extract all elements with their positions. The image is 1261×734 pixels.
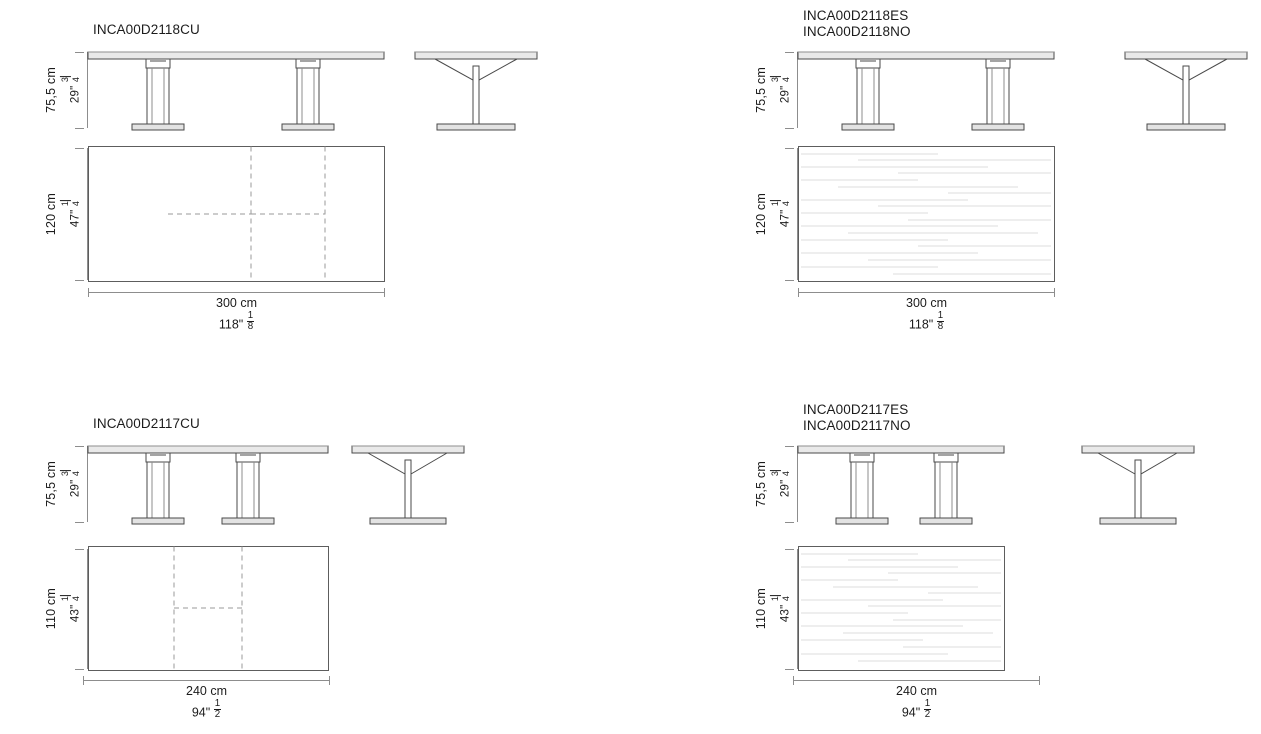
product-code-block [803, 8, 911, 39]
width-tick-right [1054, 288, 1055, 297]
height-metric-label: 75,5 cm [754, 67, 768, 113]
width-metric-label: 240 cm [896, 684, 937, 698]
height-tick-bottom [785, 128, 794, 129]
width-tick-left [88, 288, 89, 297]
width-tick-left [798, 288, 799, 297]
width-metric-label: 240 cm [186, 684, 227, 698]
width-imperial-label: 118" $\frac{1}{8}$ [218, 310, 254, 332]
height-imperial-label: 29" 3 4 [60, 76, 82, 104]
depth-imperial-label: 47" 1 4 [770, 200, 792, 228]
product-code-block [93, 22, 200, 38]
depth-imperial-label: 47" 1 4 [60, 200, 82, 228]
height-tick-bottom [785, 522, 794, 523]
front-elevation-drawing [798, 46, 1058, 136]
height-tick-bottom [75, 128, 84, 129]
depth-dimension-bottom-right [754, 549, 798, 669]
width-labels [88, 293, 385, 332]
width-dimension-bottom-right [793, 680, 1040, 720]
depth-dimension-bottom-left [44, 549, 88, 669]
depth-metric-label: 120 cm [44, 192, 58, 236]
width-metric-label: 300 cm [216, 296, 257, 310]
width-labels [798, 293, 1055, 332]
depth-metric-label: 120 cm [754, 192, 768, 236]
height-imperial-label: 29" 3 4 [770, 76, 792, 104]
side-elevation-drawing [1082, 440, 1212, 530]
product-code: INCA00D2117CU [93, 416, 200, 431]
depth-metric-label: 110 cm [754, 588, 768, 630]
depth-tick-bottom [785, 669, 794, 670]
product-code: INCA00D2117ES [803, 402, 909, 417]
product-code: INCA00D2118ES [803, 8, 909, 23]
height-dimension-bottom-right [754, 446, 798, 522]
depth-imperial-label: 43" 1 4 [60, 595, 82, 623]
height-tick-top [785, 446, 794, 447]
height-tick-top [75, 52, 84, 53]
height-tick-bottom [75, 522, 84, 523]
plan-view-drawing [798, 546, 1048, 676]
width-tick-right [329, 676, 330, 685]
plan-view-drawing [88, 546, 338, 676]
depth-tick-bottom [75, 669, 84, 670]
width-metric-label: 300 cm [906, 296, 947, 310]
plan-view-drawing [88, 146, 390, 286]
depth-tick-bottom [75, 280, 84, 281]
side-elevation-drawing [1125, 46, 1255, 136]
product-code: INCA00D2118CU [93, 22, 200, 37]
depth-tick-bottom [785, 280, 794, 281]
front-elevation-drawing [88, 46, 388, 136]
width-tick-left [83, 676, 84, 685]
depth-tick-top [75, 148, 84, 149]
height-tick-top [785, 52, 794, 53]
depth-imperial-label: 43" 1 4 [770, 595, 792, 623]
product-code-alt: INCA00D2118NO [803, 23, 911, 39]
height-dimension-top-right [754, 52, 798, 128]
panel-top-right [710, 0, 1261, 340]
width-tick-left [793, 676, 794, 685]
width-imperial-label: 94" $\frac{1}{2}$ [191, 698, 221, 720]
height-imperial-label: 29" 3 4 [770, 470, 792, 498]
depth-dimension-top-right [754, 148, 798, 280]
width-imperial-label: 94" $\frac{1}{2}$ [901, 698, 931, 720]
side-elevation-drawing [352, 440, 482, 530]
front-elevation-drawing [798, 440, 1018, 530]
depth-metric-label: 110 cm [44, 588, 58, 630]
height-tick-top [75, 446, 84, 447]
height-dimension-bottom-left [44, 446, 88, 522]
depth-dimension-top-left [44, 148, 88, 280]
product-code-block [803, 402, 911, 433]
depth-tick-top [785, 549, 794, 550]
panel-top-left [0, 0, 630, 340]
plan-view-drawing [798, 146, 1100, 286]
height-metric-label: 75,5 cm [754, 461, 768, 507]
product-code-alt: INCA00D2117NO [803, 417, 911, 433]
side-elevation-drawing [415, 46, 545, 136]
depth-tick-top [785, 148, 794, 149]
width-dimension-top-left [88, 292, 385, 332]
height-metric-label: 75,5 cm [44, 67, 58, 113]
panel-bottom-right [710, 394, 1261, 734]
front-elevation-drawing [88, 440, 338, 530]
width-imperial-label: 118" $\frac{1}{8}$ [908, 310, 944, 332]
width-dimension-top-right [798, 292, 1055, 332]
height-imperial-label: 29" 3 4 [60, 470, 82, 498]
depth-tick-top [75, 549, 84, 550]
panel-bottom-left [0, 394, 630, 734]
width-labels [793, 681, 1040, 720]
width-tick-right [1039, 676, 1040, 685]
width-tick-right [384, 288, 385, 297]
height-metric-label: 75,5 cm [44, 461, 58, 507]
width-labels [83, 681, 330, 720]
product-code-block [93, 416, 200, 432]
height-dimension-top-left [44, 52, 88, 128]
width-dimension-bottom-left [83, 680, 330, 720]
